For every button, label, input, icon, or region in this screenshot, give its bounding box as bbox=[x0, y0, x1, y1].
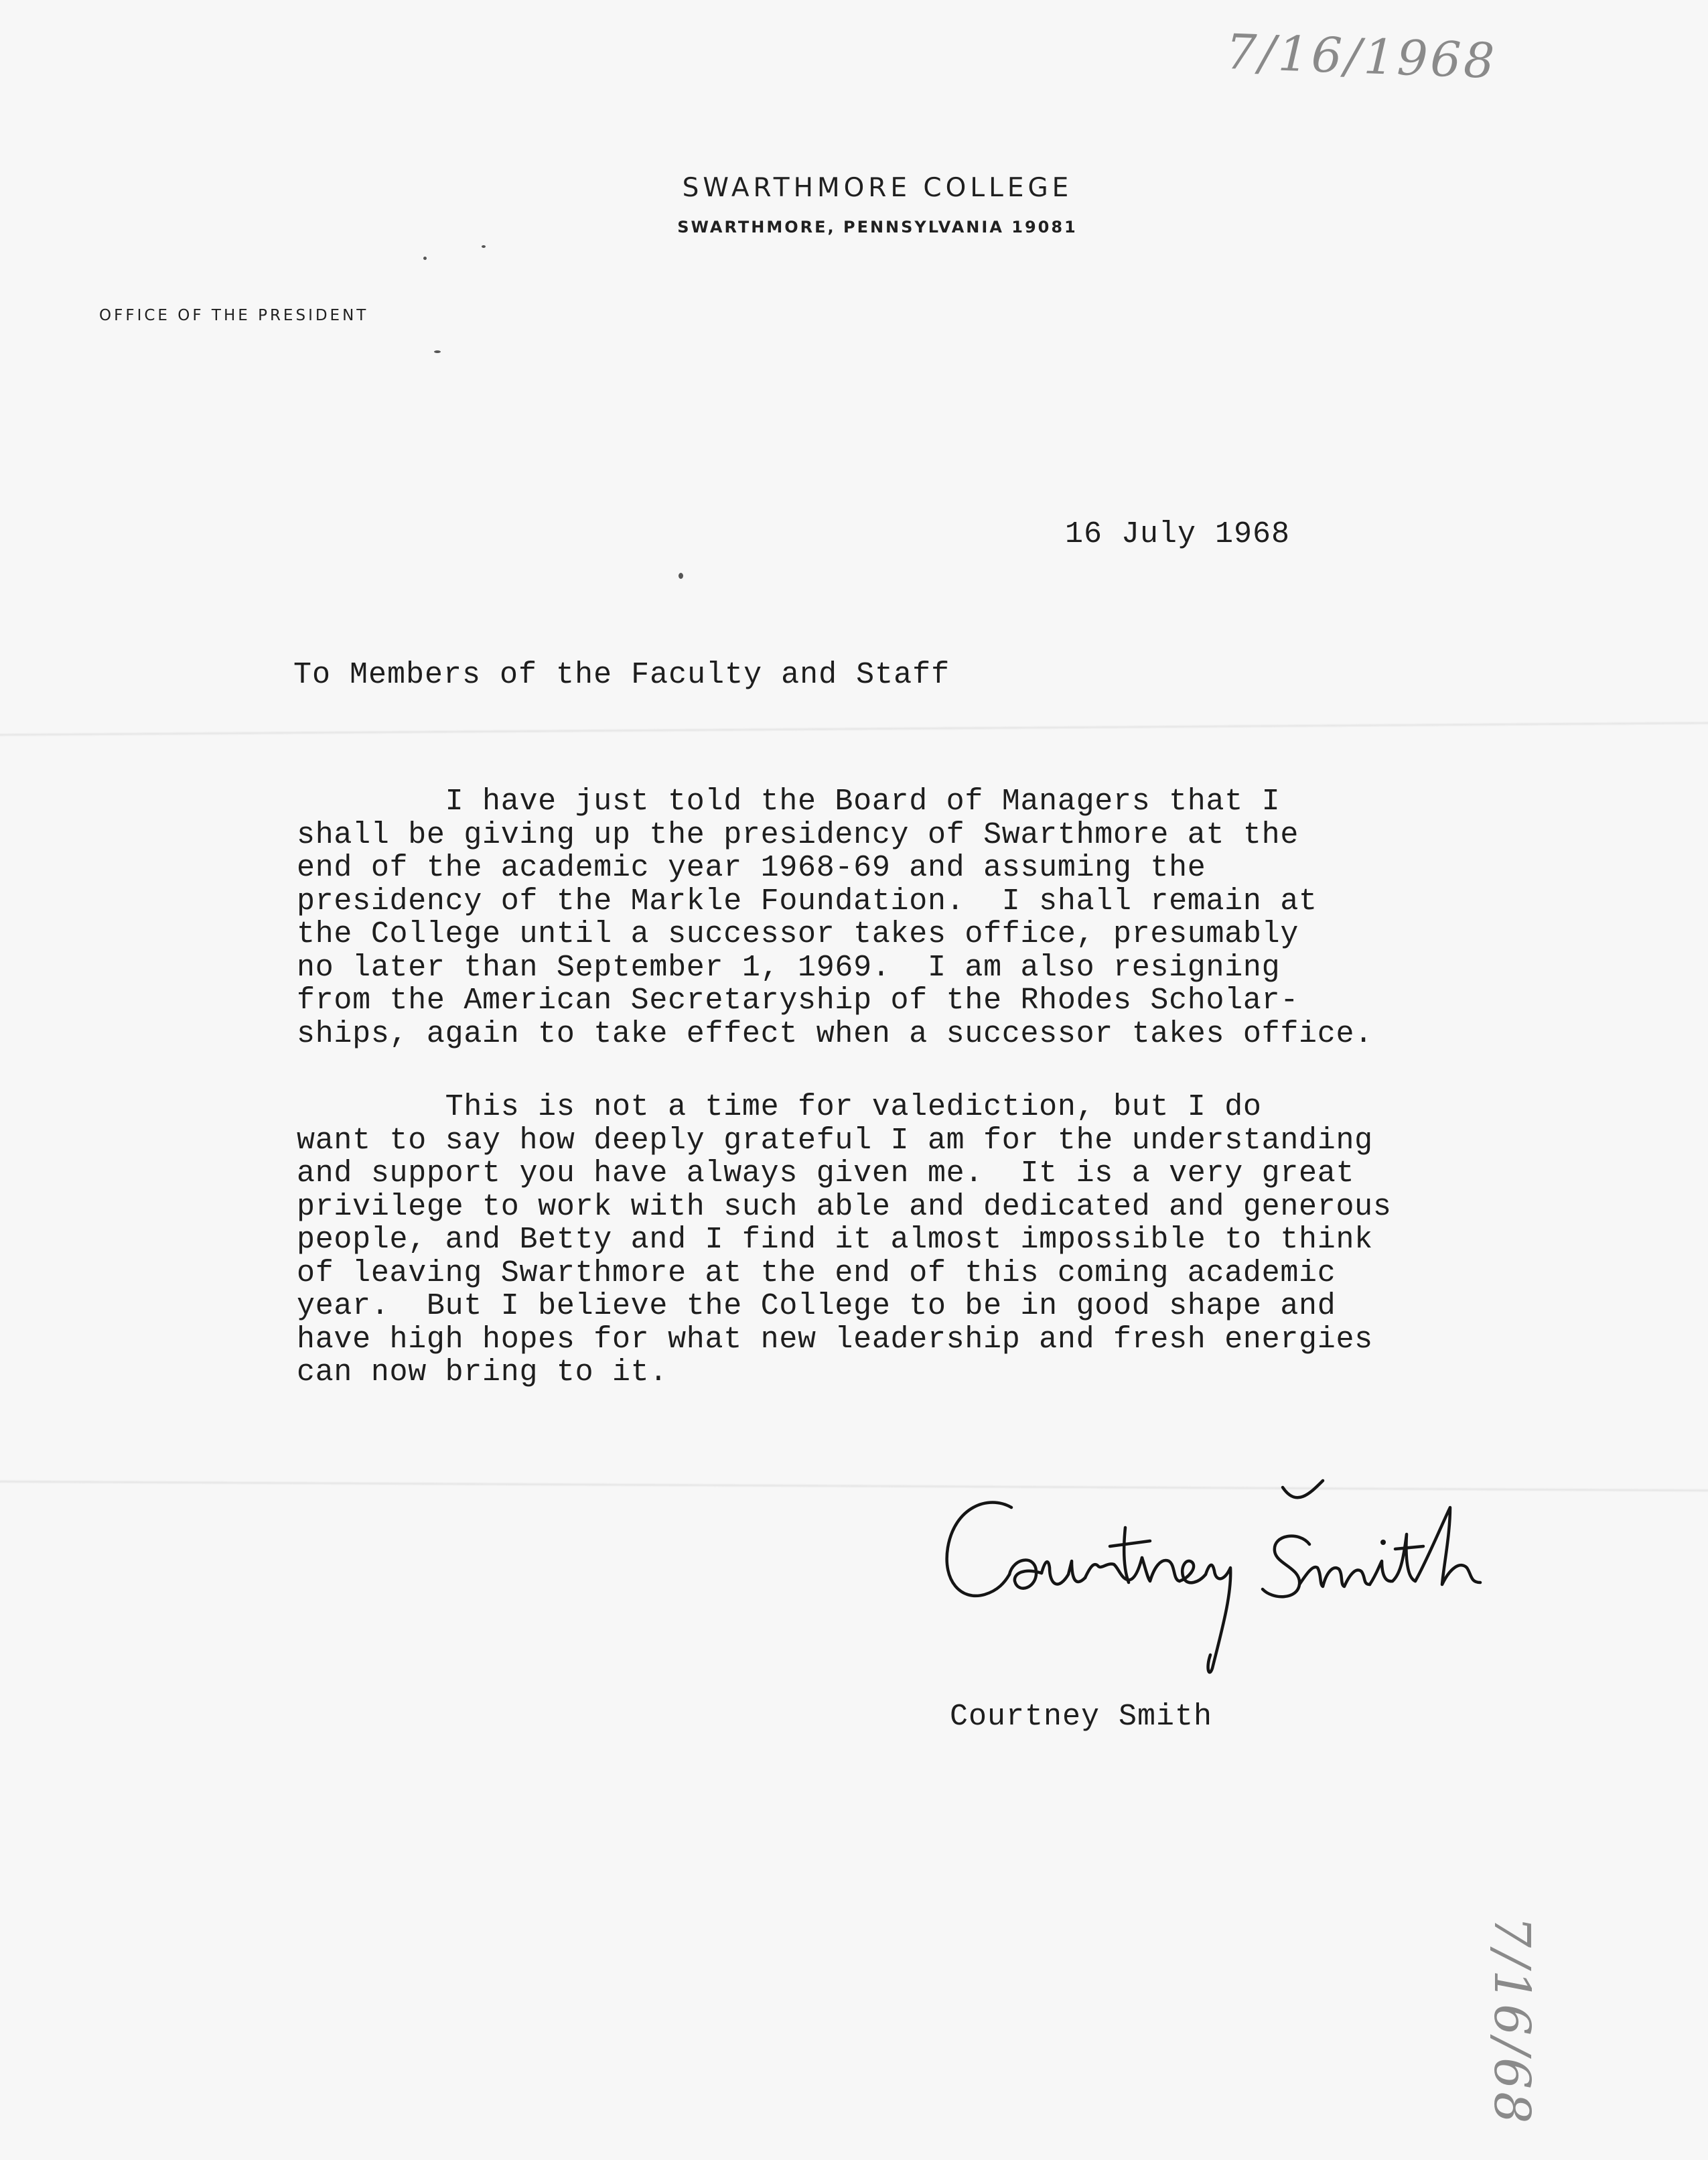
text-line: presidency of the Markle Foundation. I shall remain at bbox=[297, 884, 1318, 919]
text-line: shall be giving up the presidency of Swarthmore at the bbox=[297, 817, 1299, 852]
text-line: This is not a time for valediction, but I do bbox=[297, 1090, 1262, 1124]
text-line: have high hopes for what new leadership and fresh energies bbox=[297, 1322, 1373, 1357]
body-paragraph-1 bbox=[297, 785, 1373, 1051]
dust-speck bbox=[482, 245, 486, 248]
dust-speck bbox=[423, 257, 427, 260]
text-line: I have just told the Board of Managers that I bbox=[297, 785, 1281, 819]
body-paragraph-2 bbox=[297, 1091, 1392, 1390]
text-line: people, and Betty and I find it almost impossible to think bbox=[297, 1223, 1373, 1257]
handwritten-date-side: 7/16/68 bbox=[1483, 1916, 1541, 2127]
text-line: want to say how deeply grateful I am for the understanding bbox=[297, 1123, 1373, 1158]
dust-speck bbox=[679, 573, 683, 579]
letter-date: 16 July 1968 bbox=[1065, 517, 1291, 551]
letterhead-address: SWARTHMORE, PENNSYLVANIA 19081 bbox=[677, 218, 1078, 237]
text-line: year. But I believe the College to be in good shape and bbox=[297, 1289, 1336, 1323]
salutation: To Members of the Faculty and Staff bbox=[293, 658, 950, 692]
handwritten-signature bbox=[934, 1467, 1510, 1682]
dust-speck bbox=[434, 350, 441, 353]
signer-name: Courtney Smith bbox=[950, 1700, 1213, 1734]
text-line: of leaving Swarthmore at the end of this coming academic bbox=[297, 1256, 1336, 1290]
text-line: can now bring to it. bbox=[297, 1355, 668, 1390]
text-line: ships, again to take effect when a successor takes office. bbox=[297, 1016, 1373, 1051]
text-line: no later than September 1, 1969. I am also resigning bbox=[297, 950, 1281, 985]
paper-fold bbox=[0, 721, 1708, 737]
text-line: privilege to work with such able and dedicated and generous bbox=[297, 1189, 1392, 1224]
text-line: the College until a successor takes office, presumably bbox=[297, 917, 1299, 951]
text-line: end of the academic year 1968-69 and assuming the bbox=[297, 851, 1206, 885]
office-label: OFFICE OF THE PRESIDENT bbox=[99, 307, 369, 324]
handwritten-date-top: 7/16/1968 bbox=[1224, 23, 1498, 90]
text-line: and support you have always given me. It is a very great bbox=[297, 1156, 1355, 1191]
letterhead-institution: SWARTHMORE COLLEGE bbox=[682, 173, 1073, 203]
text-line: from the American Secretaryship of the Rhodes Scholar- bbox=[297, 984, 1299, 1018]
